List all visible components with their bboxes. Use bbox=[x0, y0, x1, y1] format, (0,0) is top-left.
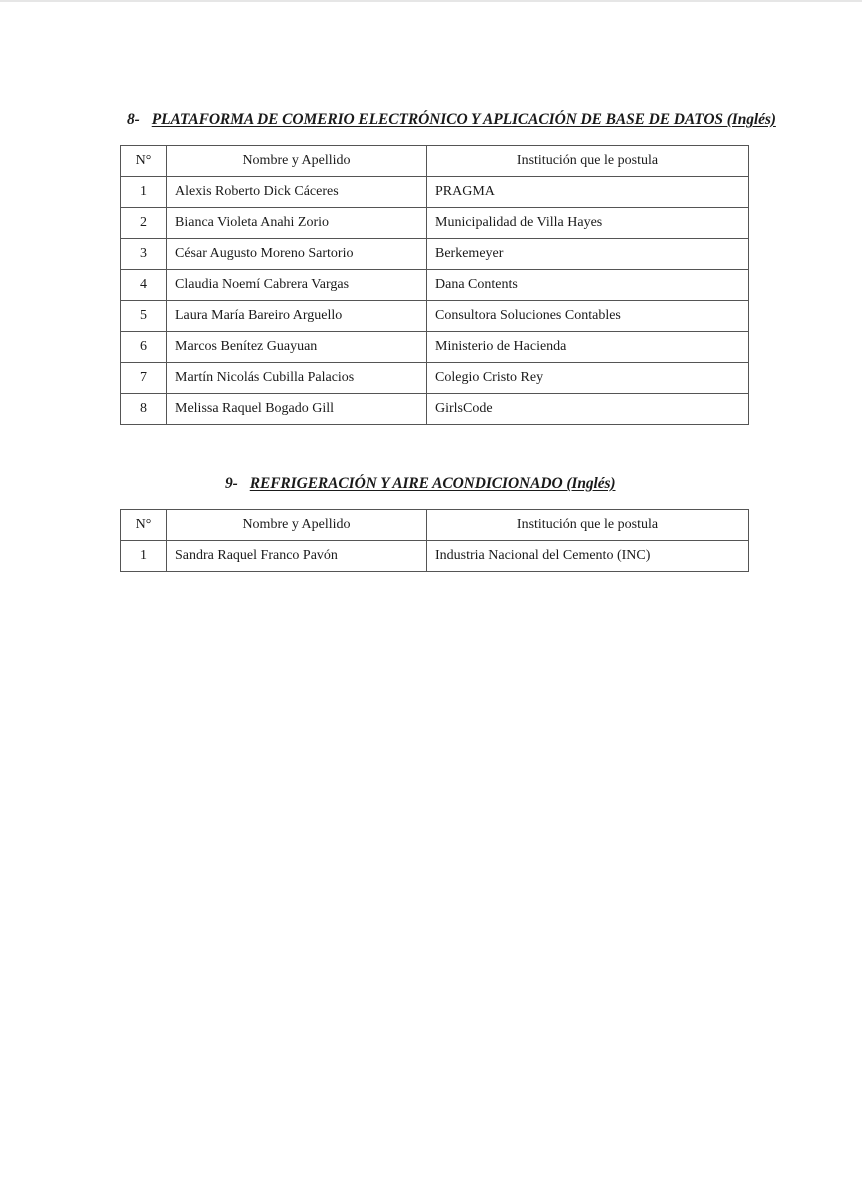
row-name: Martín Nicolás Cubilla Palacios bbox=[167, 363, 427, 394]
row-name: Alexis Roberto Dick Cáceres bbox=[167, 177, 427, 208]
row-number: 6 bbox=[121, 332, 167, 363]
row-institution: Ministerio de Hacienda bbox=[427, 332, 749, 363]
participants-table bbox=[120, 145, 749, 425]
row-institution: Industria Nacional del Cemento (INC) bbox=[427, 541, 749, 572]
row-number: 2 bbox=[121, 208, 167, 239]
row-name: Claudia Noemí Cabrera Vargas bbox=[167, 270, 427, 301]
row-number: 7 bbox=[121, 363, 167, 394]
table-row bbox=[121, 301, 749, 332]
participants-table bbox=[120, 509, 749, 572]
row-institution: GirlsCode bbox=[427, 394, 749, 425]
header-number: N° bbox=[121, 510, 167, 541]
section-heading bbox=[127, 111, 776, 129]
row-name: César Augusto Moreno Sartorio bbox=[167, 239, 427, 270]
section-number: 9- bbox=[225, 475, 238, 492]
table-row bbox=[121, 394, 749, 425]
row-name: Laura María Bareiro Arguello bbox=[167, 301, 427, 332]
table-row bbox=[121, 363, 749, 394]
table-row bbox=[121, 177, 749, 208]
header-institution: Institución que le postula bbox=[427, 146, 749, 177]
section-heading bbox=[225, 475, 616, 493]
row-number: 3 bbox=[121, 239, 167, 270]
row-institution: Colegio Cristo Rey bbox=[427, 363, 749, 394]
row-name: Melissa Raquel Bogado Gill bbox=[167, 394, 427, 425]
table-row bbox=[121, 208, 749, 239]
row-institution: Berkemeyer bbox=[427, 239, 749, 270]
table-row bbox=[121, 541, 749, 572]
section-number: 8- bbox=[127, 111, 140, 128]
table-row bbox=[121, 270, 749, 301]
section-title: PLATAFORMA DE COMERIO ELECTRÓNICO Y APLICACIÓN DE BASE DE DATOS (Inglés) bbox=[151, 111, 776, 128]
header-name: Nombre y Apellido bbox=[167, 146, 427, 177]
row-institution: PRAGMA bbox=[427, 177, 749, 208]
header-name: Nombre y Apellido bbox=[167, 510, 427, 541]
row-institution: Consultora Soluciones Contables bbox=[427, 301, 749, 332]
row-number: 8 bbox=[121, 394, 167, 425]
row-number: 1 bbox=[121, 177, 167, 208]
table-row bbox=[121, 332, 749, 363]
header-institution: Institución que le postula bbox=[427, 510, 749, 541]
row-institution: Municipalidad de Villa Hayes bbox=[427, 208, 749, 239]
table-header-row bbox=[121, 510, 749, 541]
row-number: 4 bbox=[121, 270, 167, 301]
table-header-row bbox=[121, 146, 749, 177]
section-title: REFRIGERACIÓN Y AIRE ACONDICIONADO (Inglés) bbox=[249, 475, 616, 492]
row-name: Sandra Raquel Franco Pavón bbox=[167, 541, 427, 572]
row-institution: Dana Contents bbox=[427, 270, 749, 301]
row-name: Marcos Benítez Guayuan bbox=[167, 332, 427, 363]
table-row bbox=[121, 239, 749, 270]
header-number: N° bbox=[121, 146, 167, 177]
row-name: Bianca Violeta Anahi Zorio bbox=[167, 208, 427, 239]
page-top-edge bbox=[0, 0, 862, 2]
row-number: 1 bbox=[121, 541, 167, 572]
row-number: 5 bbox=[121, 301, 167, 332]
